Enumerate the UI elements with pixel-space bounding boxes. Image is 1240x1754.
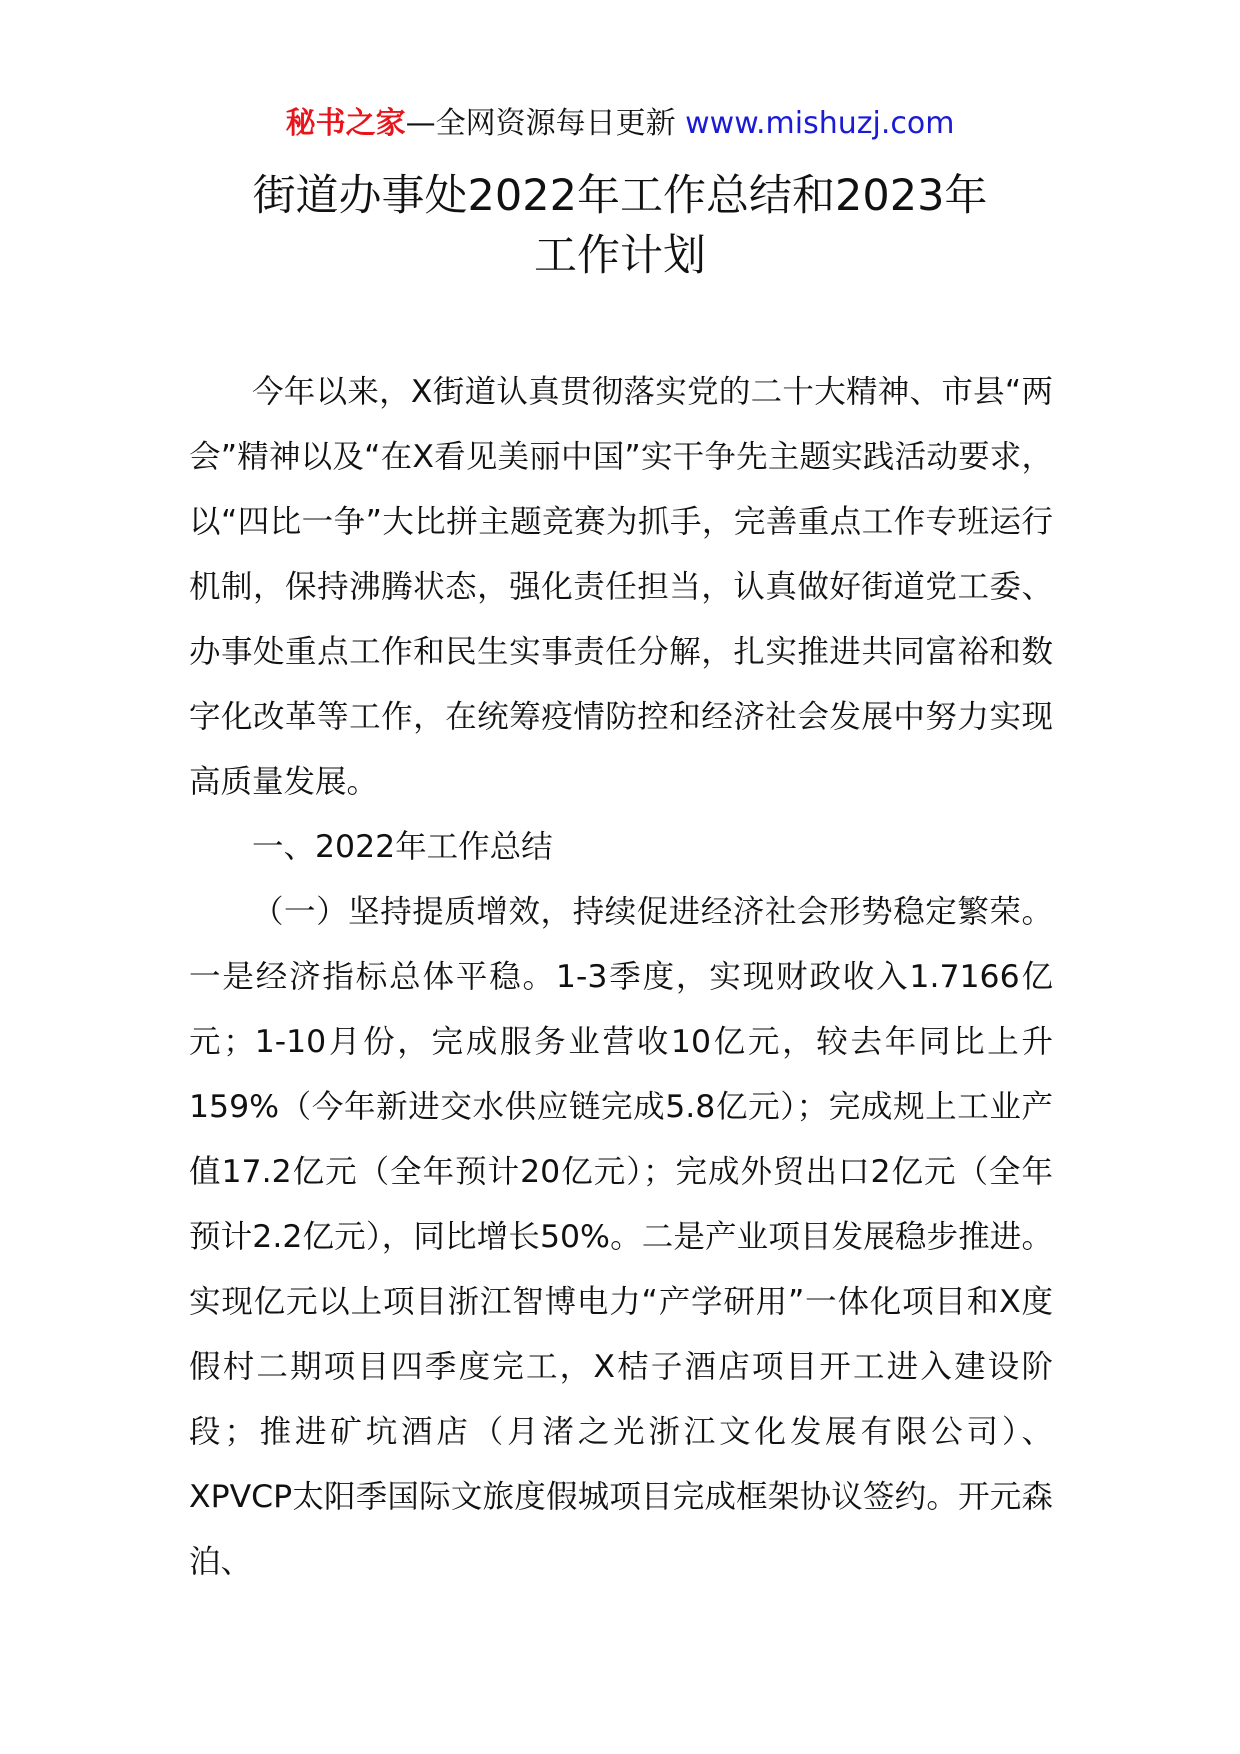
section-heading: 一、2022年工作总结 <box>252 829 553 865</box>
document-title <box>0 166 1240 286</box>
intro-paragraph: 今年以来，X街道认真贯彻落实党的二十大精神、市县“两会”精神以及“在X看见美丽中国”实干争先主题实践活动要求，以“四比一争”大比拼主题竞赛为抓手，完善重点工作专班运行机制，保持沸腾状态，强化责任担当，认真做好街道党工委、办事处重点工作和民生实事责任分解，扎实推进共同富裕和数字化改革等工作，在统筹疫情防控和经济社会发展中努力实现高质量发展。 <box>189 374 1053 800</box>
document-body <box>189 360 1053 1595</box>
title-line-2: 工作计划 <box>534 231 706 281</box>
title-line-1: 街道办事处2022年工作总结和2023年 <box>252 171 988 221</box>
banner-tagline: —全网资源每日更新 <box>405 106 686 141</box>
site-url-link[interactable]: www.mishuzj.com <box>685 106 955 141</box>
section-paragraph: （一）坚持提质增效，持续促进经济社会形势稳定繁荣。一是经济指标总体平稳。1-3季度，实现财政收入1.7166亿元；1-10月份，完成服务业营收10亿元，较去年同比上升159%（今年新进交水供应链完成5.8亿元）；完成规上工业产值17.2亿元（全年预计20亿元）；完成外贸出口2亿元（全年预计2.2亿元），同比增长50%。二是产业项目发展稳步推进。实现亿元以上项目浙江智博电力“产学研用”一体化项目和X度假村二期项目四季度完工，X桔子酒店项目开工进入建设阶段；推进矿坑酒店（月渚之光浙江文化发展有限公司）、XPVCP太阳季国际文旅度假城项目完成框架协议签约。开元森泊、 <box>189 894 1053 1580</box>
site-banner <box>0 104 1240 144</box>
brand-name: 秘书之家 <box>285 106 406 141</box>
